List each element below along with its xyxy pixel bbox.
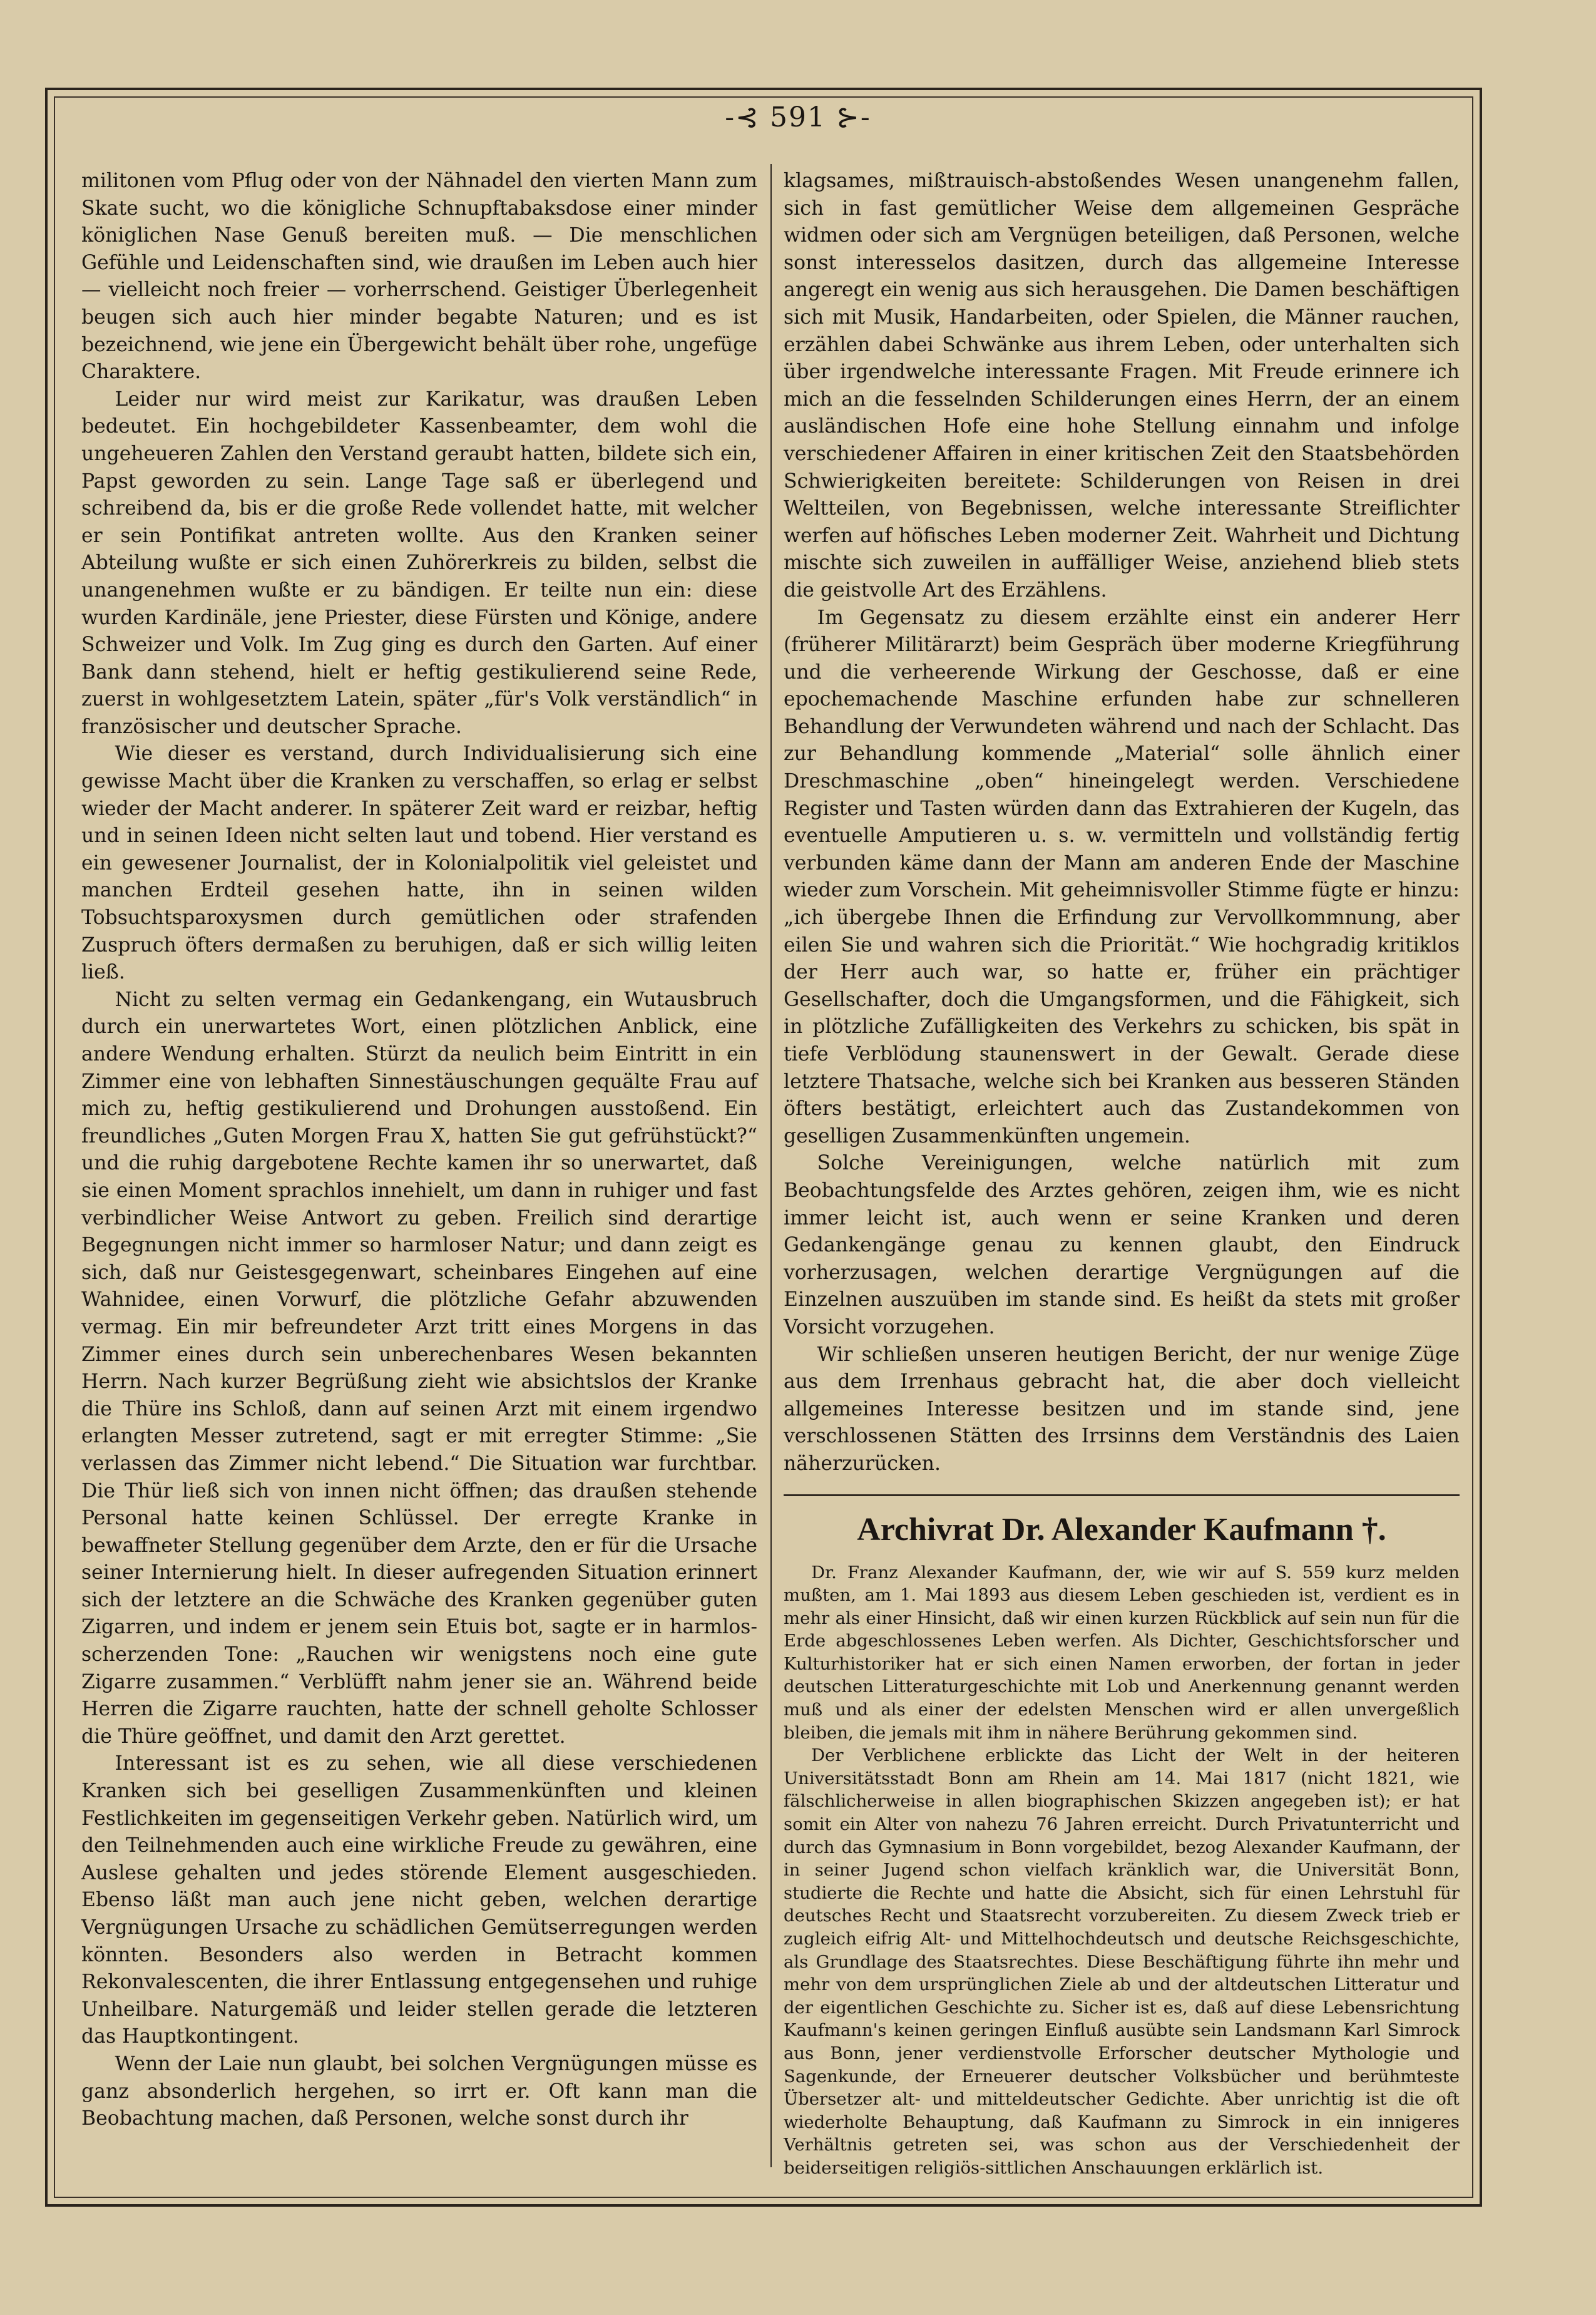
paragraph: Der Verblichene erblickte das Licht der Welt in der heiteren Universitätsstadt Bonn am Rhein am 14. Mai 1817 (nicht 1821, wie fälschlicherweise in allen biographischen Skizzen angegeben ist); er hat somit ein Alter von nahezu 76 Jahren erreicht. Durch Privatunterricht und durch das Gymnasium in Bonn vorgebildet, bezog Alexander Kaufmann, der in seiner Jugend schon vielfach kränklich war, die Universität Bonn, studierte die Rechte und hatte die Absicht, sich für einen Lehrstuhl für deutsches Recht und Staatsrecht vorzubereiten. Zu diesem Zweck trieb er zugleich eifrig Alt- und Mittelhochdeutsch und deutsche Reichsgeschichte, als Grundlage des Staatsrechtes. Diese Beschäftigung führte ihn mehr und mehr von dem ursprünglichen Ziele ab und der altdeutschen Litteratur und der eigentlichen Geschichte zu. Sicher ist es, daß auf diese Lebensrichtung Kaufmann's keinen geringen Einfluß ausübte sein Landsmann Karl Simrock aus Bonn, jener verdienstvolle Erforscher deutscher Mythologie und Sagenkunde, der Erneuerer deutscher Volksbücher und berühmteste Übersetzer alt- und mitteldeutscher Gedichte. Aber unrichtig ist die oft wiederholte Behauptung, daß Kaufmann zu Simrock in ein innigeres Verhältnis getreten sei, was schon aus der Verschiedenheit der beiderseitigen religiös-sittlichen Anschauungen erklärlich ist.	[784, 1745, 1460, 2178]
paragraph: Dr. Franz Alexander Kaufmann, der, wie wir auf S. 559 kurz melden mußten, am 1. Mai 1893 aus diesem Leben geschieden ist, verdient es in mehr als einer Hinsicht, daß wir einen kurzen Rückblick auf sein nun für die Erde abgeschlossenes Leben werfen. Als Dichter, Geschichtsforscher und Kulturhistoriker hat er sich einen Namen erworben, der fortan in jeder deutschen Litteraturgeschichte mit Lob und Anerkennung genannt werden muß und als einer der edelsten Menschen wird er allen unvergeßlich bleiben, die jemals mit ihm in nähere Berührung gekommen sind.	[784, 1562, 1460, 1743]
section-rule	[784, 1494, 1460, 1496]
paragraph: Nicht zu selten vermag ein Gedankengang, ein Wutausbruch durch ein unerwartetes Wort, einen plötzlichen Anblick, eine andere Wendung erhalten. Stürzt da neulich beim Eintritt in ein Zimmer eine von lebhaften Sinnestäuschungen gequälte Frau auf mich zu, heftig gestikulierend und Drohungen ausstoßend. Ein freundliches „Guten Morgen Frau X, hatten Sie gut gefrühstückt?“ und die ruhig dargebotene Rechte kamen ihr so unerwartet, daß sie einen Moment sprachlos innehielt, um dann in ruhiger und fast verbindlicher Weise Antwort zu geben. Freilich sind derartige Begegnungen nicht immer so harmloser Natur; und dann zeigt es sich, daß nur Geistesgegenwart, scheinbares Eingehen auf eine Wahnidee, einen Vorwurf, die plötzliche Gefahr abzuwenden vermag. Ein mir befreundeter Arzt tritt eines Morgens in das Zimmer eines durch sein unberechenbares Wesen bekannten Herrn. Nach kurzer Begrüßung zieht wie absichtslos der Kranke die Thüre ins Schloß, dann auf seinen Arzt mit einem irgendwo erlangten Messer zutretend, sagt er mit erregter Stimme: „Sie verlassen das Zimmer nicht lebend.“ Die Situation war furchtbar. Die Thür ließ sich von innen nicht öffnen; das draußen stehende Personal hatte keinen Schlüssel. Der erregte Kranke in bewaffneter Stellung gegenüber dem Arzte, den er für die Ursache seiner Internierung hielt. In dieser aufregenden Situation erinnert sich der letztere an die Schwäche des Kranken gegenüber guten Zigarren, und indem er jenem sein Etuis bot, sagte er in harmlos-scherzenden Tone: „Rauchen wir wenigstens noch eine gute Zigarre zusammen.“ Verblüfft nahm jener sie an. Während beide Herren die Zigarre rauchten, hatte der schnell geholte Schlosser die Thüre geöffnet, und damit den Arzt gerettet.	[81, 988, 757, 1748]
ornament-left: -⊰	[725, 101, 760, 133]
paragraph: Wie dieser es verstand, durch Individualisierung sich eine gewisse Macht über die Kranken zu verschaffen, so erlag er selbst wieder der Macht anderer. In späterer Zeit ward er reizbar, heftig und in seinen Ideen nicht selten laut und tobend. Hier verstand es ein gewesener Journalist, der in Kolonialpolitik viel geleistet und manchen Erdteil gesehen hatte, ihn in seinen wilden Tobsuchtsparoxysmen durch gemütlichen oder strafenden Zuspruch öfters dermaßen zu beruhigen, daß er sich willig leiten ließ.	[81, 742, 757, 984]
paragraph: Wenn der Laie nun glaubt, bei solchen Vergnügungen müsse es ganz absonderlich hergehen, so irrt er. Oft kann man die Beobachtung machen, daß Personen, welche sonst durch ihr	[81, 2052, 757, 2130]
left-column	[81, 168, 757, 2133]
paragraph: Im Gegensatz zu diesem erzählte einst ein anderer Herr (früherer Militärarzt) beim Gespräch über moderne Kriegführung und die verheerende Wirkung der Geschosse, daß er eine epochemachende Maschine erfunden habe zur schnelleren Behandlung der Verwundeten während und nach der Schlacht. Das zur Behandlung kommende „Material“ solle ähnlich einer Dreschmaschine „oben“ hineingelegt werden. Verschiedene Register und Tasten würden dann das Extrahieren der Kugeln, das eventuelle Amputieren u. s. w. vermitteln und vollständig fertig verbunden käme dann der Mann am anderen Ende der Maschine wieder zum Vorschein. Mit geheimnisvoller Stimme fügte er hinzu: „ich übergebe Ihnen die Erfindung zur Vervollkommnung, aber eilen Sie und wahren sich die Priorität.“ Wie hochgradig kritiklos der Herr auch war, so hatte er, früher ein prächtiger Gesellschafter, doch die Umgangsformen, und die Fähigkeit, sich in plötzliche Zufälligkeiten des Verkehrs zu schicken, bis spät in tiefe Verblödung staunenswert in der Gewalt. Gerade diese letztere Thatsache, welche sich bei Kranken aus besseren Ständen öfters bestätigt, erleichtert auch das Zustandekommen von geselligen Zusammenkünften ungemein.	[784, 606, 1460, 1147]
ornament-right: ⊱-	[836, 101, 871, 133]
paragraph: Solche Vereinigungen, welche natürlich mit zum Beobachtungsfelde des Arztes gehören, zeigen ihm, wie es nicht immer leicht ist, auch wenn er seine Kranken und deren Gedankengänge genau zu kennen glaubt, den Eindruck vorherzusagen, welchen derartige Vergnügungen auf die Einzelnen auszuüben im stande sind. Es heißt da stets mit großer Vorsicht vorzugehen.	[784, 1152, 1460, 1338]
obituary-body	[784, 1561, 1460, 2180]
right-column	[784, 168, 1460, 2180]
column-divider	[770, 164, 772, 2167]
paragraph: Wir schließen unseren heutigen Bericht, der nur wenige Züge aus dem Irrenhaus gebracht hat, die aber doch vielleicht allgemeines Interesse besitzen und im stande sind, jene verschlossenen Stätten des Irrsinns dem Verständnis des Laien näherzurücken.	[784, 1343, 1460, 1475]
paragraph: militonen vom Pflug oder von der Nähnadel den vierten Mann zum Skate sucht, wo die königliche Schnupftabaksdose einer minder königlichen Nase Genuß bereiten muß. — Die menschlichen Gefühle und Leidenschaften sind, wie draußen im Leben auch hier — vielleicht noch freier — vorherrschend. Geistiger Überlegenheit beugen sich auch hier minder begabte Naturen; und es ist bezeichnend, wie jene ein Übergewicht behält über rohe, ungefüge Charaktere.	[81, 170, 757, 384]
paragraph: Leider nur wird meist zur Karikatur, was draußen Leben bedeutet. Ein hochgebildeter Kassenbeamter, dem wohl die ungeheueren Zahlen den Verstand geraubt hatten, bildete sich ein, Papst geworden zu sein. Lange Tage saß er überlegend und schreibend da, bis er die große Rede vollendet hatte, mit welcher er sein Pontifikat antreten wollte. Aus den Kranken seiner Abteilung wußte er sich einen Zuhörerkreis zu bilden, selbst die unangenehmen wußte er zu bändigen. Er teilte nun ein: diese wurden Kardinäle, jene Priester, diese Fürsten und Könige, andere Schweizer und Volk. Im Zug ging es durch den Garten. Auf einer Bank dann stehend, hielt er heftig gestikulierend seine Rede, zuerst in wohlgesetztem Latein, später „für's Volk verständlich“ in französischer und deutscher Sprache.	[81, 388, 757, 738]
page-number-value: 591	[770, 101, 826, 133]
article-title: Archivrat Dr. Alexander Kaufmann †.	[857, 1511, 1386, 1548]
paragraph: Interessant ist es zu sehen, wie all diese verschiedenen Kranken sich bei geselligen Zusammenkünften und kleinen Festlichkeiten im gegenseitigen Verkehr geben. Natürlich wird, um den Teilnehmenden auch eine wirkliche Freude zu gewähren, eine Auslese gehalten und jedes störende Element ausgeschieden. Ebenso läßt man auch jene nicht geben, welchen derartige Vergnügungen Ursache zu schädlichen Gemütserregungen werden könnten. Besonders also werden in Betracht kommen Rekonvalescenten, die ihrer Entlassung entgegensehen und ruhige Unheilbare. Naturgemäß und leider stellen gerade die letzteren das Hauptkontingent.	[81, 1752, 757, 2048]
paragraph: klagsames, mißtrauisch-abstoßendes Wesen unangenehm fallen, sich in fast gemütlicher Weise dem allgemeinen Gespräche widmen oder sich am Vergnügen beteiligen, daß Personen, welche sonst interesselos dasitzen, durch das allgemeine Interesse angeregt ein wenig aus sich herausgehen. Die Damen beschäftigen sich mit Musik, Handarbeiten, oder Spielen, die Männer rauchen, erzählen dabei Schwänke aus ihrem Leben, oder unterhalten sich über irgendwelche interessante Fragen. Mit Freude erinnere ich mich an die fesselnden Schilderungen eines Herrn, der an einem ausländischen Hofe eine hohe Stellung einnahm und infolge verschiedener Affairen in einer kritischen Zeit den Staatsbehörden Schwierigkeiten bereitete: Schilderungen von Reisen in drei Weltteilen, von Begebnissen, welche interessante Streiflichter werfen auf höfisches Leben moderner Zeit. Wahrheit und Dichtung mischte sich zuweilen in auffälliger Weise, anziehend blieb stets die geistvolle Art des Erzählens.	[784, 170, 1460, 602]
page-number	[0, 101, 1596, 133]
